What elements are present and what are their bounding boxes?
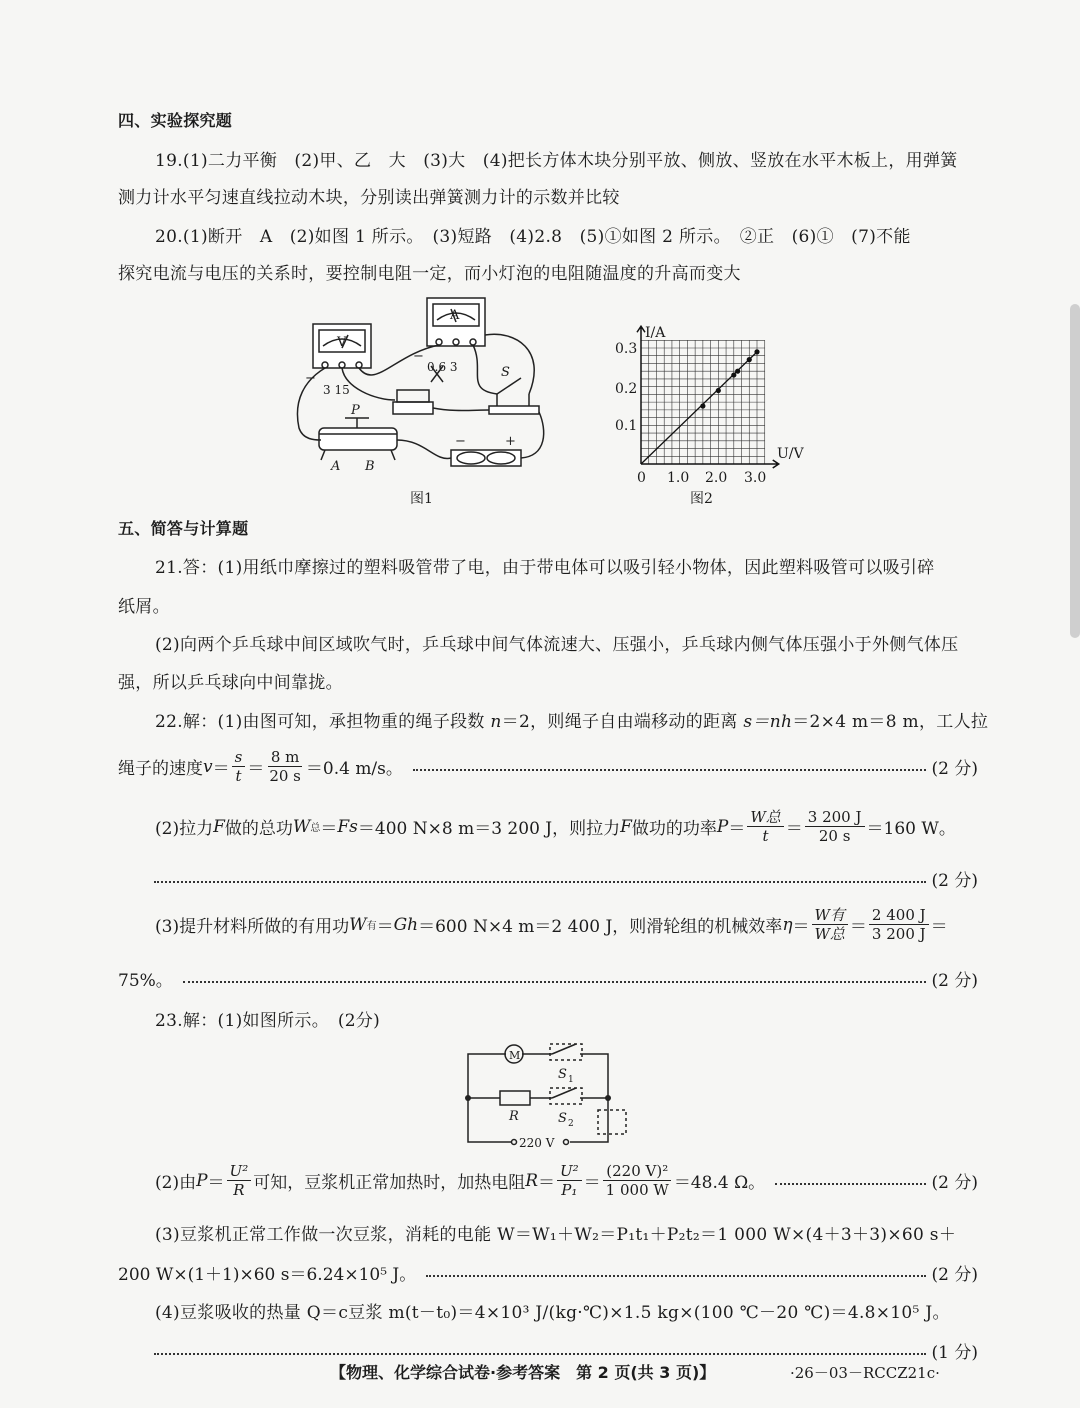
x-axis xyxy=(641,460,779,468)
q21-line-3: (2)向两个乒乓球中间区域吹气时，乒乓球中间气体流速大、压强小，乒乓球内侧气体压强小于外侧气体压 xyxy=(155,635,959,655)
switch-s2-label: S xyxy=(558,1111,567,1126)
fraction-u2-over-p1: $\frac{\text{U²}}{\text{P₁}}$ xyxy=(557,1162,582,1199)
scrollbar[interactable] xyxy=(1070,304,1080,638)
q19-line-2: 测力计水平匀速直线拉动木块，分别读出弹簧测力计的示数并比较 xyxy=(118,188,620,208)
switch-s2-subscript: 2 xyxy=(568,1119,574,1129)
section-5-heading: 五、简答与计算题 xyxy=(118,519,249,538)
section-4-heading: 四、实验探究题 xyxy=(118,111,233,130)
x-axis-label: U/V xyxy=(777,446,804,462)
voltmeter-terminals: 3 15 xyxy=(323,383,350,397)
fraction-220v2-over-1000w: $\frac{\text{(220 V)²}}{1 000 W}$ xyxy=(603,1162,672,1199)
data-point xyxy=(700,403,705,408)
q20-line-1: 20.(1)断开 A (2)如图 1 所示。 (3)短路 (4)2.8 (5)①如图 2 所示。 ②正 (6)① (7)不能 xyxy=(155,227,911,247)
y-tick-0-3: 0.3 xyxy=(615,341,638,357)
slider-label: P xyxy=(351,403,360,418)
fraction-8m-over-20s: $\frac{8 m}{20 s}$ xyxy=(269,748,301,785)
q22-line-3: (2)拉力 F 做的总功 W 总 ＝ Fs ＝400 N×8 m＝3 200 J，则拉力 F 做功的功率 P ＝ $\frac{\text{W总}}{t}$ ＝ $\frac{3 200 J}{20 s}$ ＝160 W。 xyxy=(155,808,956,845)
q23-line-2: (2)由 P ＝ $\frac{\text{U²}}{R}$ 可知，豆浆机正常加热时，加热电阻 R ＝ $\frac{\text{U²}}{\text{P₁}}$ ＝ $\frac{\text{(220 V)²}}{1 000 W}$ ＝48.4 Ω。 (2 分) xyxy=(155,1162,978,1199)
y-axis xyxy=(637,326,645,464)
figure-q23-circuit xyxy=(462,1038,632,1150)
voltmeter-label: V xyxy=(337,335,347,350)
q21-line-1: 21.答：(1)用纸巾摩擦过的塑料吸管带了电，由于带电体可以吸引轻小物体，因此塑料吸管可以吸引碎 xyxy=(155,558,935,578)
rheostat-end-a: A xyxy=(331,459,341,474)
x-tick-2-0: 2.0 xyxy=(705,470,728,486)
ammeter-minus: − xyxy=(413,349,424,364)
data-point xyxy=(747,357,752,362)
q19-line-1: 19.(1)二力平衡 (2)甲、乙 大 (3)大 (4)把长方体木块分别平放、侧放、竖放在水平木板上，用弹簧 xyxy=(155,151,958,171)
fraction-w-over-t: $\frac{\text{W总}}{t}$ xyxy=(747,808,783,845)
y-axis-label: I/A xyxy=(645,325,666,341)
fraction-w-useful-over-w-total: $\frac{\text{W有}}{\text{W总}}$ xyxy=(812,906,848,943)
battery-plus: + xyxy=(505,434,516,449)
leader-dots xyxy=(154,1353,926,1355)
score: (2 分) xyxy=(931,1173,978,1193)
figure-1-circuit xyxy=(285,290,555,480)
q23-line-4: 200 W×(1＋1)×60 s＝6.24×10⁵ J。 (2 分) xyxy=(118,1260,978,1285)
score: (2 分) xyxy=(931,871,978,891)
q23-line-1: 23.解：(1)如图所示。 (2分) xyxy=(155,1011,381,1031)
fit-line xyxy=(641,352,757,464)
q22-line-4 xyxy=(118,866,978,891)
x-tick-1-0: 1.0 xyxy=(667,470,690,486)
x-tick-3-0: 3.0 xyxy=(744,470,767,486)
q21-line-4: 强，所以乒乓球向中间靠拢。 xyxy=(118,673,343,693)
ammeter-terminals: 0.6 3 xyxy=(427,360,458,374)
ammeter-label: A xyxy=(450,308,460,323)
leader-dots xyxy=(426,1275,925,1277)
fraction-3200j-over-20s: $\frac{3 200 J}{20 s}$ xyxy=(805,808,865,845)
score: (1 分) xyxy=(931,1343,978,1363)
battery-minus: − xyxy=(455,434,466,449)
switch-s1-subscript: 1 xyxy=(568,1075,574,1085)
q22-line-6: 75%。 (2 分) xyxy=(118,966,978,991)
leader-dots xyxy=(154,881,926,883)
q23-line-5: (4)豆浆吸收的热量 Q＝c豆浆 m(t－t₀)＝4×10³ J/(kg·℃)×1.5 kg×(100 ℃－20 ℃)＝4.8×10⁵ J。 xyxy=(155,1303,950,1323)
data-point xyxy=(716,388,721,393)
score: (2 分) xyxy=(931,1265,978,1285)
figure-1-caption: 图1 xyxy=(410,491,433,507)
leader-dots xyxy=(183,981,926,983)
figure-2-graph xyxy=(605,318,820,490)
q20-line-2: 探究电流与电压的关系时，要控制电阻一定，而小灯泡的电阻随温度的升高而变大 xyxy=(118,264,741,284)
voltage-label: 220 V xyxy=(519,1136,555,1150)
q21-line-2: 纸屑。 xyxy=(118,597,170,617)
page-footer: 【物理、化学综合试卷·参考答案 第 2 页(共 3 页)】 xyxy=(330,1363,716,1382)
origin-label: 0 xyxy=(637,470,646,486)
y-tick-0-1: 0.1 xyxy=(615,418,638,434)
y-tick-0-2: 0.2 xyxy=(615,381,638,397)
resistor-label: R xyxy=(509,1109,519,1124)
data-point xyxy=(735,369,740,374)
motor-label: M xyxy=(509,1049,521,1062)
q22-line-5: (3)提升材料所做的有用功 W 有 ＝ Gh ＝600 N×4 m＝2 400 J，则滑轮组的机械效率 η ＝ $\frac{\text{W有}}{\text{W总}}$ ＝ $\frac{2 400 J}{3 200 J}$ ＝ xyxy=(155,906,948,943)
data-point xyxy=(731,372,736,377)
switch-label: S xyxy=(501,365,510,380)
q22-line-2: 绳子的速度 v ＝ $\frac{s}{t}$ ＝ $\frac{8 m}{20 s}$ ＝0.4 m/s。 (2 分) xyxy=(118,748,978,785)
score: (2 分) xyxy=(931,759,978,779)
score: (2 分) xyxy=(931,971,978,991)
figure-2-caption: 图2 xyxy=(690,491,713,507)
q23-line-3: (3)豆浆机正常工作做一次豆浆，消耗的电能 W＝W₁＋W₂＝P₁t₁＋P₂t₂＝1 000 W×(4＋3＋3)×60 s＋ xyxy=(155,1225,957,1245)
leader-dots xyxy=(413,769,926,771)
voltmeter-minus: − xyxy=(305,371,316,386)
rheostat-end-b: B xyxy=(365,459,375,474)
page-code: ·26－03－RCCZ21c· xyxy=(790,1364,940,1382)
data-point xyxy=(754,349,759,354)
fraction-s-over-t: $\frac{s}{t}$ xyxy=(232,748,246,785)
leader-dots xyxy=(775,1183,925,1185)
q22-line-1: 22.解：(1)由图可知，承担物重的绳子段数 n＝2，则绳子自由端移动的距离 s＝nh＝2×4 m＝8 m，工人拉 xyxy=(155,712,989,732)
fraction-u2-over-r: $\frac{\text{U²}}{R}$ xyxy=(227,1162,252,1199)
switch-s1-label: S xyxy=(558,1067,567,1082)
fraction-2400j-over-3200j: $\frac{2 400 J}{3 200 J}$ xyxy=(869,906,929,943)
